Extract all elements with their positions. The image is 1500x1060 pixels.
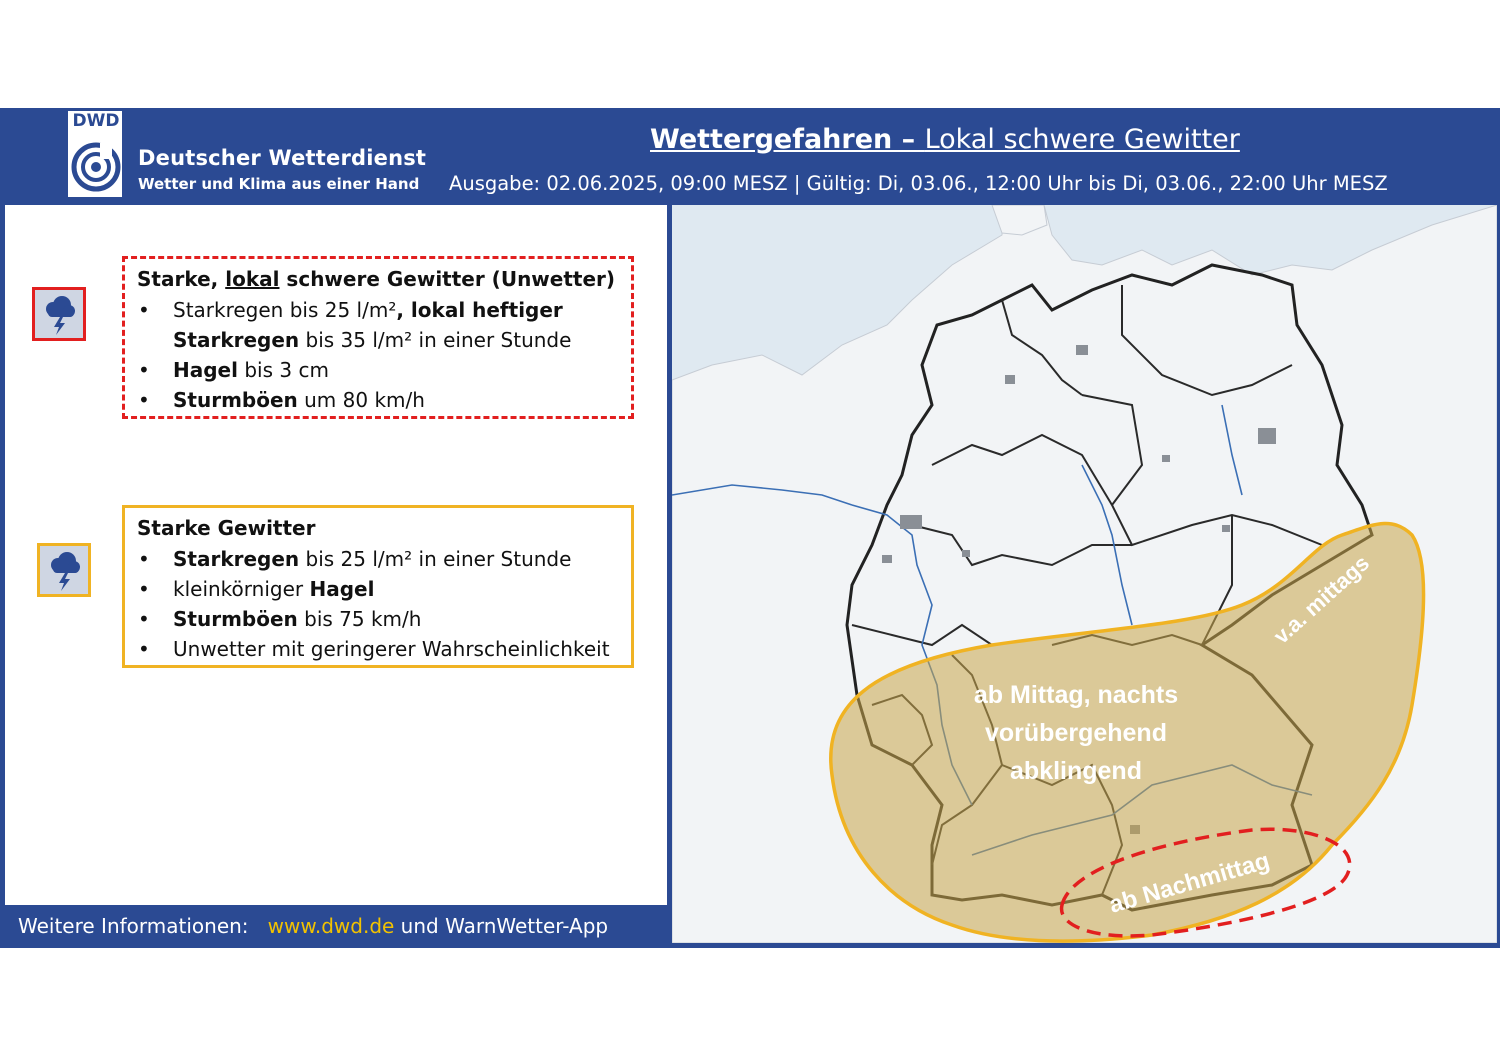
list-item (137, 634, 631, 664)
list-item (137, 544, 631, 574)
city-frankfurt (962, 550, 970, 557)
footer-text (18, 914, 608, 938)
brand-name: Deutscher Wetterdienst (138, 146, 427, 170)
dwd-logo (67, 110, 123, 198)
severe-hail-rest: bis 3 cm (237, 358, 329, 382)
list-item (137, 574, 631, 604)
strong-hail-bold: Hagel (309, 577, 375, 601)
label-center-1: ab Mittag, nachts (973, 681, 1179, 709)
strong-gust-rest: bis 75 km/h (297, 607, 422, 631)
footer-label: Weitere Informationen: (18, 914, 249, 938)
severe-legend-title (137, 265, 631, 293)
strong-thunderstorm-legend (122, 505, 634, 668)
severe-hail-bold: Hagel (173, 358, 238, 382)
thunderstorm-icon (41, 295, 77, 335)
city-leipzig (1162, 455, 1170, 462)
list-item (137, 604, 631, 634)
footer-bar (5, 906, 667, 944)
label-south: ab Nachmittag (1106, 847, 1273, 919)
warning-map (672, 205, 1497, 943)
strong-rain-rest: bis 25 l/m² in einer Stunde (299, 547, 572, 571)
list-item (137, 355, 631, 385)
dwd-swirl-icon (68, 131, 124, 201)
city-bremen (1005, 375, 1015, 384)
strong-hail-pre: kleinkörniger (173, 577, 310, 601)
severe-thunderstorm-icon-box (32, 287, 86, 341)
title-bold: Wettergefahren – (650, 124, 925, 155)
logo-abbreviation: DWD (72, 111, 120, 131)
label-east: v.a. mittags (1268, 550, 1375, 649)
city-hamburg (1076, 345, 1088, 355)
city-cologne (882, 555, 892, 563)
severe-legend-list (137, 295, 631, 415)
page-title (650, 124, 1240, 155)
severe-gust-rest: um 80 km/h (297, 388, 425, 412)
strong-gust-bold: Sturmböen (173, 607, 298, 631)
severe-gust-bold: Sturmböen (173, 388, 298, 412)
severe-rain-rest: bis 35 l/m² in einer Stunde (299, 328, 572, 352)
list-item (137, 295, 631, 355)
issue-validity-line: Ausgabe: 02.06.2025, 09:00 MESZ | Gültig: Di, 03.06., 12:00 Uhr bis Di, 03.06., 22:00 Uhr MESZ (449, 172, 1388, 195)
footer-link[interactable]: www.dwd.de (267, 914, 395, 938)
map-canvas (672, 205, 1497, 943)
severe-rain-bold: , lokal heftiger (396, 298, 563, 322)
severe-title-pre: Starke, (137, 267, 226, 291)
severe-rain-text: Starkregen bis 25 l/m² (173, 298, 397, 322)
label-center-2: vorübergehend (985, 719, 1167, 747)
strong-legend-list (137, 544, 631, 664)
strong-rain-bold: Starkregen (173, 547, 300, 571)
brand-slogan: Wetter und Klima aus einer Hand (138, 175, 420, 193)
city-berlin (1258, 428, 1276, 444)
city-ruhr (900, 515, 922, 529)
strong-legend-title: Starke Gewitter (137, 516, 316, 540)
severe-title-post: schwere Gewitter (Unwetter) (279, 267, 616, 291)
strong-probability-text: Unwetter mit geringerer Wahrscheinlichkeit (173, 637, 610, 661)
footer-app-name: WarnWetter-App (445, 914, 609, 938)
severe-thunderstorm-legend (122, 256, 634, 419)
severe-title-underlined: lokal (225, 267, 280, 291)
strong-thunderstorm-icon-box (37, 543, 91, 597)
city-dresden (1222, 525, 1230, 532)
thunderstorm-icon (46, 551, 82, 591)
label-center-3: abklingend (1010, 757, 1142, 785)
title-rest: Lokal schwere Gewitter (924, 124, 1240, 155)
severe-rain-bold-2: Starkregen (173, 328, 300, 352)
footer-connector: und (394, 914, 446, 938)
list-item (137, 385, 631, 415)
